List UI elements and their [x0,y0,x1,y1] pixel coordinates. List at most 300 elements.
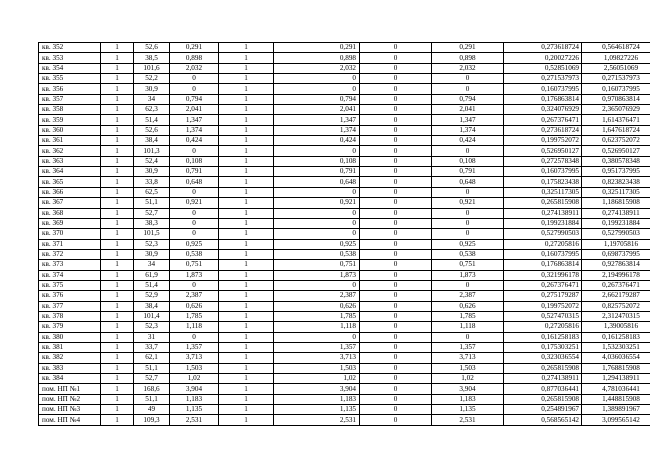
table-cell: 0,160737995 [582,84,650,94]
table-cell: 0,825752072 [582,301,650,311]
table-cell: 0,794 [170,94,219,104]
table-cell: 0,424 [170,136,219,146]
table-cell: 0,325117305 [504,187,582,197]
table-cell: 1,448815908 [582,394,650,404]
table-cell: 1 [101,53,134,63]
table-cell: 1,02 [432,374,504,384]
table-cell: 0,291 [170,43,219,53]
table-cell: кв. 376 [39,291,101,301]
table-cell: 1,614376471 [582,115,650,125]
table-cell: 0,925 [274,239,360,249]
table-cell: 1,118 [170,322,219,332]
table-cell: пом. НП №4 [39,415,101,425]
table-cell: 0,199231884 [504,218,582,228]
table-cell: 1,374 [170,125,219,135]
table-cell: 1 [101,342,134,352]
table-cell: 1,532303251 [582,342,650,352]
table-cell: 0 [274,208,360,218]
table-cell: 0 [274,187,360,197]
table-cell: 101,6 [134,63,170,73]
table-cell: кв. 367 [39,198,101,208]
table-row [39,115,650,125]
table-cell: 0,271537973 [504,74,582,84]
table-cell: 52,6 [134,43,170,53]
table-cell: 0,161258183 [582,332,650,342]
table-cell: 0 [360,115,432,125]
table-cell: 0 [360,177,432,187]
table-cell: кв. 382 [39,353,101,363]
table-cell: 0,791 [170,167,219,177]
table-cell: кв. 357 [39,94,101,104]
table-cell: 2,032 [274,63,360,73]
table-cell: 0,898 [432,53,504,63]
table-cell: 3,713 [170,353,219,363]
table-cell: 1 [219,125,274,135]
table-cell: 0,273618724 [504,43,582,53]
table-cell: 51,4 [134,280,170,290]
table-cell: 1 [219,415,274,425]
table-cell: 0,108 [170,156,219,166]
table-cell: 1,02 [274,374,360,384]
data-table [38,42,650,426]
table-cell: 0 [360,208,432,218]
table-cell: 1,357 [432,342,504,352]
table-cell: 1 [101,146,134,156]
table-cell: 0 [360,363,432,373]
table-cell: 0,254891967 [504,405,582,415]
table-cell: 38,5 [134,53,170,63]
table-cell: кв. 384 [39,374,101,384]
table-cell: 1 [101,94,134,104]
table-cell: 1,785 [432,311,504,321]
table-cell: 0,927863814 [582,260,650,270]
table-cell: 51,4 [134,115,170,125]
table-cell: 168,6 [134,384,170,394]
table-cell: кв. 365 [39,177,101,187]
table-cell: 52,9 [134,291,170,301]
table-cell: кв. 360 [39,125,101,135]
table-cell: 0 [360,218,432,228]
table-row [39,94,650,104]
table-cell: кв. 371 [39,239,101,249]
table-cell: 1 [101,363,134,373]
table-cell: 0,877036441 [504,384,582,394]
table-cell: 1,503 [274,363,360,373]
table-cell: кв. 368 [39,208,101,218]
table-cell: кв. 356 [39,84,101,94]
table-row [39,260,650,270]
table-cell: 1,873 [432,270,504,280]
table-cell: 0,161258183 [504,332,582,342]
table-cell: 52,6 [134,125,170,135]
table-cell: 0 [360,84,432,94]
table-cell: кв. 378 [39,311,101,321]
table-cell: 2,032 [170,63,219,73]
table-cell: 109,3 [134,415,170,425]
table-row [39,415,650,425]
table-cell: 101,3 [134,146,170,156]
table-cell: 1 [219,74,274,84]
table-cell: 1 [101,311,134,321]
table-row [39,280,650,290]
table-row [39,332,650,342]
table-cell: 0,538 [274,249,360,259]
table-cell: кв. 373 [39,260,101,270]
table-cell: 1 [219,156,274,166]
table-row [39,239,650,249]
table-cell: 0,108 [432,156,504,166]
table-cell: 0 [360,43,432,53]
table-cell: 0,274138911 [504,208,582,218]
table-cell: 0,324076929 [504,105,582,115]
table-cell: 38,4 [134,301,170,311]
table-cell: 0,698737995 [582,249,650,259]
table-cell: 1 [219,84,274,94]
table-cell: 1 [219,105,274,115]
table-cell: 1,135 [274,405,360,415]
table-cell: 0,791 [274,167,360,177]
table-cell: 1,39005816 [582,322,650,332]
table-cell: 1,357 [170,342,219,352]
table-cell: 1 [219,43,274,53]
table-cell: 1 [219,394,274,404]
table-row [39,291,650,301]
table-cell: 1 [101,280,134,290]
table-cell: 0,265815908 [504,198,582,208]
table-cell: 0,20027226 [504,53,582,63]
table-cell: 1 [101,167,134,177]
table-cell: 2,387 [170,291,219,301]
table-cell: 2,041 [432,105,504,115]
table-cell: 0 [360,63,432,73]
table-cell: 101,4 [134,311,170,321]
table-cell: 0,626 [432,301,504,311]
table-cell: 51,1 [134,363,170,373]
table-cell: 0,272578348 [504,156,582,166]
table-cell: 0 [274,332,360,342]
table-cell: 3,904 [274,384,360,394]
table-cell: 2,387 [274,291,360,301]
table-cell: 1,183 [170,394,219,404]
table-cell: 0 [432,187,504,197]
table-cell: 1 [219,311,274,321]
table-row [39,301,650,311]
table-cell: 1,183 [432,394,504,404]
table-cell: 0 [170,332,219,342]
table-cell: 1 [219,239,274,249]
table-cell: 0 [360,156,432,166]
table-cell: 0 [360,198,432,208]
table-cell: 1 [219,384,274,394]
table-cell: 1 [101,177,134,187]
table-cell: 1 [101,74,134,84]
table-cell: 0,526950127 [582,146,650,156]
table-row [39,156,650,166]
table-cell: пом. НП №2 [39,394,101,404]
table-cell: 0,291 [432,43,504,53]
table-cell: 0 [274,280,360,290]
table-row [39,374,650,384]
table-cell: 0,199752072 [504,136,582,146]
table-cell: 0,175823438 [504,177,582,187]
table-cell: 1 [101,374,134,384]
table-cell: 0,27205816 [504,239,582,249]
table-cell: 1,135 [170,405,219,415]
table-row [39,322,650,332]
table-cell: 52,7 [134,208,170,218]
table-cell: 0 [432,146,504,156]
table-cell: 1,118 [432,322,504,332]
table-cell: кв. 370 [39,229,101,239]
table-cell: 0,291 [274,43,360,53]
table-cell: 0,898 [170,53,219,63]
table-cell: 0,267376471 [504,280,582,290]
table-cell: 1,183 [274,394,360,404]
table-cell: 51,1 [134,198,170,208]
table-row [39,53,650,63]
table-cell: 0,275179287 [504,291,582,301]
table-cell: 61,9 [134,270,170,280]
table-cell: кв. 352 [39,43,101,53]
table-cell: кв. 363 [39,156,101,166]
table-cell: 1 [219,187,274,197]
table-cell: 0,273618724 [504,125,582,135]
table-row [39,270,650,280]
table-cell: 0,267376471 [582,280,650,290]
table-cell: 1,09827226 [582,53,650,63]
table-cell: 0,538 [170,249,219,259]
table-cell: 52,7 [134,374,170,384]
table-cell: 0,274138911 [582,208,650,218]
table-cell: 0 [360,249,432,259]
table-cell: 1 [101,394,134,404]
table-cell: 0,648 [432,177,504,187]
table-cell: 0,265815908 [504,363,582,373]
table-cell: 0 [360,322,432,332]
table-cell: 1 [101,260,134,270]
table-cell: 0 [360,374,432,384]
table-cell: 2,531 [432,415,504,425]
table-cell: 0,176863814 [504,94,582,104]
table-cell: кв. 362 [39,146,101,156]
table-cell: 1 [219,260,274,270]
table-cell: 2,041 [274,105,360,115]
table-cell: 1 [101,249,134,259]
table-cell: 0 [432,208,504,218]
table-cell: 1 [101,415,134,425]
table-cell: 0 [360,136,432,146]
table-row [39,177,650,187]
table-cell: 0 [274,74,360,84]
table-row [39,198,650,208]
table-cell: 3,713 [432,353,504,363]
table-cell: 1,118 [274,322,360,332]
table-cell: 0 [360,394,432,404]
table-cell: 0,626 [170,301,219,311]
table-row [39,384,650,394]
table-cell: 1 [101,156,134,166]
table-cell: 0,321996178 [504,270,582,280]
table-cell: 0 [170,84,219,94]
table-cell: 62,3 [134,105,170,115]
table-row [39,187,650,197]
table-cell: 0,921 [432,198,504,208]
table-cell: 2,662179287 [582,291,650,301]
table-cell: 62,1 [134,353,170,363]
table-cell: кв. 366 [39,187,101,197]
table-cell: 0,424 [274,136,360,146]
table-cell: 0,199752072 [504,301,582,311]
table-cell: 0,921 [274,198,360,208]
table-cell: пом. НП №1 [39,384,101,394]
table-cell: 0,794 [274,94,360,104]
table-cell: 0 [274,84,360,94]
table-cell: 0 [274,229,360,239]
table-cell: 1 [219,167,274,177]
table-cell: 2,365076929 [582,105,650,115]
table-cell: 49 [134,405,170,415]
table-cell: 62,5 [134,187,170,197]
table-cell: 1 [219,291,274,301]
table-cell: 1,873 [274,270,360,280]
table-cell: 0 [360,94,432,104]
table-cell: 0,751 [274,260,360,270]
table-cell: кв. 359 [39,115,101,125]
table-cell: 1 [219,218,274,228]
table-cell: 51,1 [134,394,170,404]
table-cell: 1,785 [274,311,360,321]
table-row [39,125,650,135]
table-cell: 0 [360,239,432,249]
table-cell: 1 [219,353,274,363]
table-cell: 1,347 [170,115,219,125]
table-cell: 1 [219,115,274,125]
table-cell: 1 [101,405,134,415]
table-cell: 0 [170,208,219,218]
table-cell: 1,768815908 [582,363,650,373]
table-row [39,136,650,146]
table-cell: 1 [101,291,134,301]
table-cell: 1 [101,105,134,115]
table-row [39,43,650,53]
table-cell: пом. НП №3 [39,405,101,415]
table-cell: 33,7 [134,342,170,352]
table-cell: 1 [219,208,274,218]
table-cell: 1,357 [274,342,360,352]
table-cell: 0 [170,229,219,239]
table-cell: 0 [432,332,504,342]
table-cell: 1,347 [432,115,504,125]
table-cell: 0,271537973 [582,74,650,84]
table-cell: кв. 377 [39,301,101,311]
table-cell: 0,564618724 [582,43,650,53]
table-cell: кв. 374 [39,270,101,280]
table-cell: 1 [101,229,134,239]
table-cell: 0,424 [432,136,504,146]
table-cell: 0 [360,384,432,394]
table-cell: 1 [219,374,274,384]
table-cell: кв. 381 [39,342,101,352]
table-cell: 52,3 [134,322,170,332]
table-cell: 1 [101,239,134,249]
table-cell: 1 [219,63,274,73]
table-row [39,208,650,218]
table-cell: 4,781036441 [582,384,650,394]
table-cell: 1 [219,94,274,104]
table-cell: 30,9 [134,249,170,259]
table-cell: 0 [170,74,219,84]
table-cell: 1 [219,249,274,259]
table-row [39,353,650,363]
table-cell: 1,647618724 [582,125,650,135]
table-cell: 0 [360,125,432,135]
table-cell: 0,160737995 [504,84,582,94]
table-cell: 0,925 [170,239,219,249]
table-cell: 0 [432,218,504,228]
table-cell: 2,041 [170,105,219,115]
table-cell: 0 [360,105,432,115]
table-cell: 0,648 [274,177,360,187]
table-cell: 0 [360,260,432,270]
table-row [39,311,650,321]
table-row [39,405,650,415]
table-cell: 1 [101,115,134,125]
table-cell: 1 [101,208,134,218]
table-cell: 0,568565142 [504,415,582,425]
table-cell: 1,347 [274,115,360,125]
table-cell: 0,160737995 [504,167,582,177]
table-cell: 0,267376471 [504,115,582,125]
table-cell: кв. 364 [39,167,101,177]
table-cell: 0 [360,53,432,63]
table-cell: 0 [360,270,432,280]
table-cell: 1 [101,63,134,73]
table-row [39,218,650,228]
table-cell: кв. 383 [39,363,101,373]
table-cell: 1 [219,332,274,342]
table-cell: 0 [360,301,432,311]
table-cell: 1 [219,405,274,415]
table-cell: 2,531 [274,415,360,425]
table-cell: 0,527470315 [504,311,582,321]
table-cell: 1 [219,136,274,146]
table-cell: 0 [432,84,504,94]
table-cell: 0,794 [432,94,504,104]
table-cell: 2,194996178 [582,270,650,280]
table-body [39,43,650,426]
table-row [39,63,650,73]
table-cell: 0 [170,146,219,156]
table-row [39,363,650,373]
table-cell: 1,389891967 [582,405,650,415]
table-cell: 1 [219,280,274,290]
table-cell: 1 [101,136,134,146]
table-cell: 1,503 [170,363,219,373]
table-cell: 1 [219,53,274,63]
table-cell: 0 [432,229,504,239]
table-cell: 0 [170,187,219,197]
table-cell: 1,785 [170,311,219,321]
table-cell: 0,526950127 [504,146,582,156]
table-cell: 1 [101,301,134,311]
table-cell: 0,160737995 [504,249,582,259]
table-cell: 0,970863814 [582,94,650,104]
table-cell: 0 [360,405,432,415]
table-row [39,74,650,84]
table-cell: 3,099565142 [582,415,650,425]
table-cell: 34 [134,94,170,104]
table-cell: 1 [219,229,274,239]
